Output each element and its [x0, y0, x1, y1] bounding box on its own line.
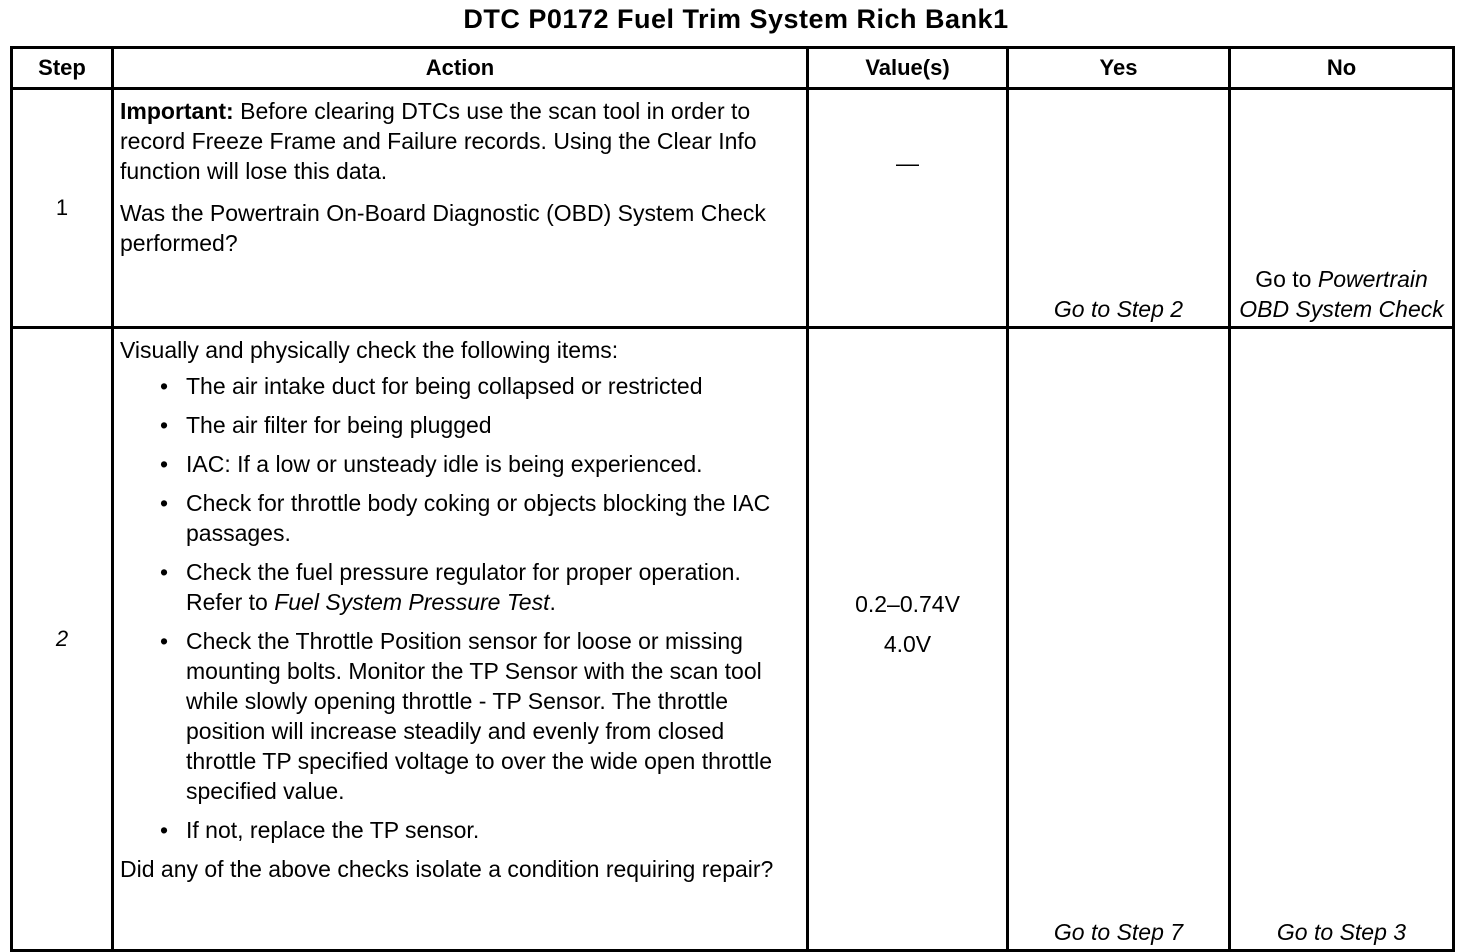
diagnostic-table	[10, 46, 1455, 952]
value-cell: —	[808, 89, 1008, 328]
important-label: Important:	[120, 98, 234, 124]
check-list	[120, 371, 800, 845]
list-item: • If not, replace the TP sensor.	[120, 815, 800, 845]
yes-cell: Go to Step 7	[1008, 328, 1230, 951]
list-item: • Check for throttle body coking or objects blocking the IAC passages.	[120, 488, 800, 548]
value-1: 0.2–0.74V	[855, 591, 960, 617]
no-link: Powertrain OBD System Check	[1239, 266, 1444, 322]
header-values: Value(s)	[808, 48, 1008, 89]
no-cell: Go to Step 3	[1230, 328, 1454, 951]
list-item-end: .	[549, 589, 556, 615]
reference-link: Fuel System Pressure Test	[274, 589, 550, 615]
table-row	[12, 328, 1454, 951]
list-item	[120, 557, 800, 617]
important-note	[120, 96, 800, 186]
header-action: Action	[113, 48, 808, 89]
important-text: Before clearing DTCs use the scan tool in order to record Freeze Frame and Failure records. Using the Clear Info function will lose this data.	[120, 98, 757, 184]
table-row	[12, 89, 1454, 328]
value-cell	[808, 328, 1008, 951]
value-2: 4.0V	[883, 631, 932, 657]
action-lead: Visually and physically check the following items:	[120, 337, 619, 363]
action-question: Was the Powertrain On-Board Diagnostic (OBD) System Check performed?	[120, 200, 766, 256]
no-prefix: Go to	[1255, 266, 1318, 292]
list-item-text: Check the fuel pressure regulator for proper operation. Refer to	[186, 559, 741, 615]
list-item: • IAC: If a low or unsteady idle is being experienced.	[120, 449, 800, 479]
step-number: 1	[12, 89, 113, 328]
header-step: Step	[12, 48, 113, 89]
action-question: Did any of the above checks isolate a condition requiring repair?	[120, 856, 774, 882]
header-row	[12, 48, 1454, 89]
no-cell	[1230, 89, 1454, 328]
action-cell	[113, 328, 808, 951]
list-item: • The air filter for being plugged	[120, 410, 800, 440]
page-title: DTC P0172 Fuel Trim System Rich Bank1	[463, 4, 1009, 34]
action-cell	[113, 89, 808, 328]
header-no: No	[1230, 48, 1454, 89]
list-item: • Check the Throttle Position sensor for loose or missing mounting bolts. Monitor the TP Sensor with the scan tool while slowly opening throttle - TP Sensor. The throttle position will increase steadily and evenly from closed throttle TP specified voltage to over the wide open throttle specified value.	[120, 626, 800, 806]
yes-cell: Go to Step 2	[1008, 89, 1230, 328]
step-number: 2	[12, 328, 113, 951]
header-yes: Yes	[1008, 48, 1230, 89]
list-item: • The air intake duct for being collapsed or restricted	[120, 371, 800, 401]
